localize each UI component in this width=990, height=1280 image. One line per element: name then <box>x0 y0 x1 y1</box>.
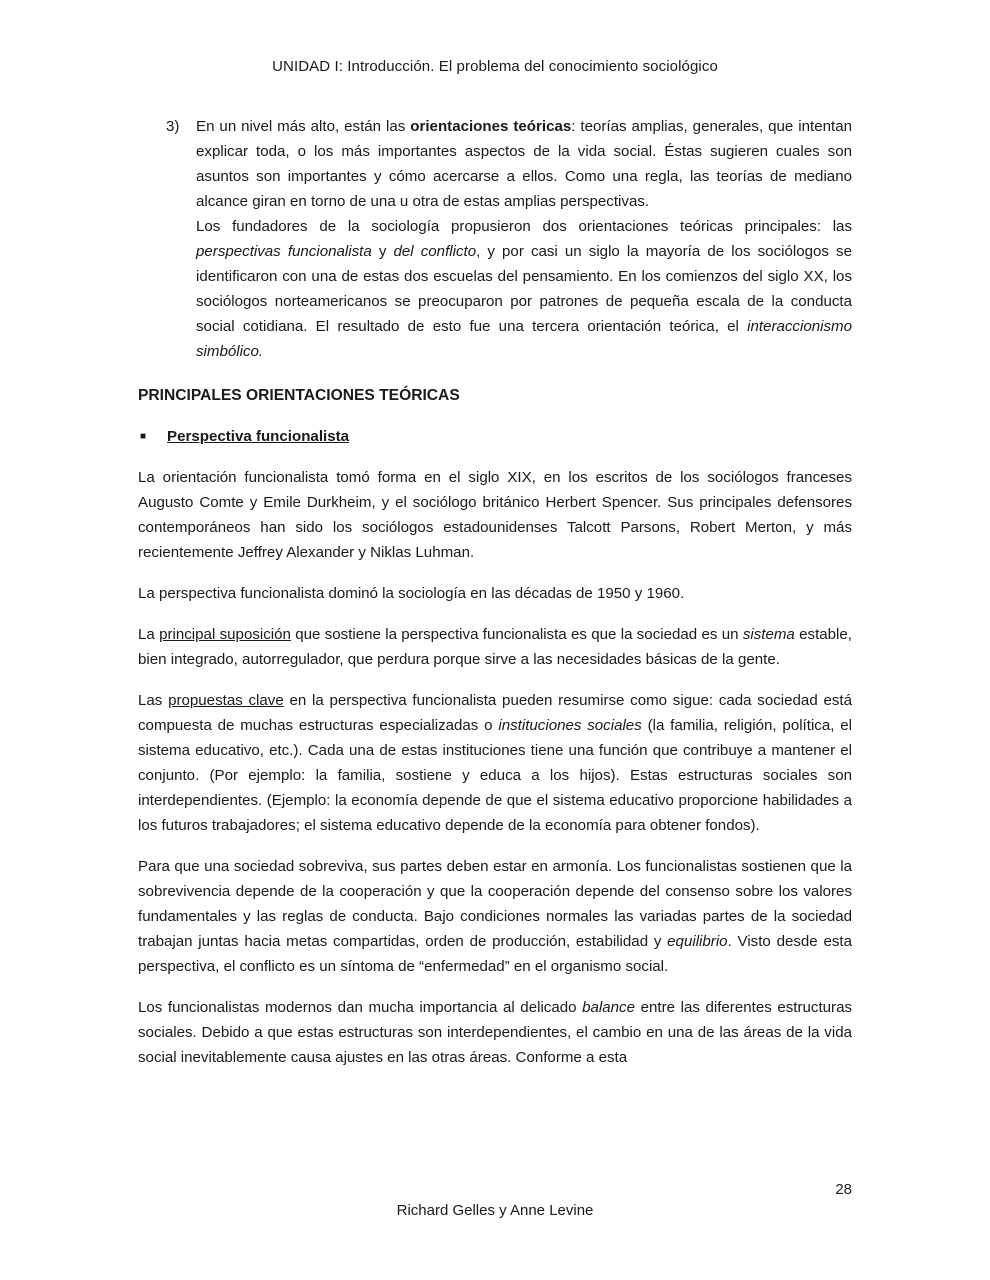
underlined-term: principal suposición <box>159 626 291 643</box>
italic-term: sistema <box>742 626 795 643</box>
page-footer: Richard Gelles y Anne Levine <box>396 1202 594 1219</box>
paragraph: Los funcionalistas modernos dan mucha importancia al delicado balance entre las diferentes estructuras sociales. Debido a que estas estructuras son interdependientes, el cambio en una de las áreas de la vida social inevitablemente causa ajustes en las otras áreas. Conforme a esta <box>138 999 853 1066</box>
page-header: UNIDAD I: Introducción. El problema del conocimiento sociológico <box>272 58 718 75</box>
page-number: 28 <box>835 1181 852 1198</box>
subheading-title: Perspectiva funcionalista <box>167 428 350 445</box>
paragraph: La principal suposición que sostiene la perspectiva funcionalista es que la sociedad es un sistema estable, bien integrado, autorregulador, que perdura porque sirve a las necesidades básicas de la gente. <box>138 626 852 668</box>
section-heading: PRINCIPALES ORIENTACIONES TEÓRICAS <box>138 387 460 404</box>
paragraph: Las propuestas clave en la perspectiva funcionalista pueden resumirse como sigue: cada sociedad está compuesta de muchas estructuras especializadas o instituciones sociales (la familia, religión, política, el sistema educativo, etc.). Cada una de estas instituciones tiene una función que contribuye a mantener el conjunto. (Por ejemplo: la familia, sostiene y educa a los hijos). Estas estructuras sociales son interdependientes. (Ejemplo: la economía depende de que el sistema educativo proporcione habilidades a los futuros trabajadores; el sistema educativo depende de la economía para obtener fondos). <box>138 692 852 834</box>
italic-term: perspectivas funcionalista <box>196 243 372 260</box>
numbered-list-item <box>138 114 852 364</box>
list-number: 3) <box>166 118 180 135</box>
italic-term: instituciones sociales <box>498 717 642 734</box>
paragraph: La perspectiva funcionalista dominó la sociología en las décadas de 1950 y 1960. <box>138 585 685 602</box>
bullet-subheading <box>138 424 852 449</box>
italic-term: balance <box>582 999 635 1016</box>
italic-term: interaccionismo simbólico. <box>196 318 852 360</box>
paragraph: Para que una sociedad sobreviva, sus partes deben estar en armonía. Los funcionalistas sostienen que la sobrevivencia depende de la cooperación y que la cooperación depende del consenso sobre los valores fundamentales y las reglas de conducta. Bajo condiciones normales las variadas partes de la sociedad trabajan juntas hacia metas compartidas, orden de producción, estabilidad y equilibrio. Visto desde esta perspectiva, el conflicto es un síntoma de “enfermedad” en el organismo social. <box>138 858 852 975</box>
bold-term: orientaciones teóricas <box>410 118 572 135</box>
underlined-term: propuestas clave <box>168 692 284 709</box>
paragraph: La orientación funcionalista tomó forma en el siglo XIX, en los escritos de los sociólogos franceses Augusto Comte y Emile Durkheim, y el sociólogo británico Herbert Spencer. Sus principales defensores contemporáneos han sido los sociólogos estadounidenses Talcott Parsons, Robert Merton, y más recientemente Jeffrey Alexander y Niklas Luhman. <box>138 469 852 561</box>
list-item-paragraph-2: Los fundadores de la sociología propusieron dos orientaciones teóricas principales: las perspectivas funcionalista y del conflicto, y por casi un siglo la mayoría de los sociólogos se identificaron con una de estas dos escuelas del pensamiento. En los comienzos del siglo XX, los sociólogos norteamericanos se preocuparon por patrones de pequeña escala de la conducta social cotidiana. El resultado de esto fue una tercera orientación teórica, el interaccionismo simbólico. <box>196 218 852 360</box>
list-item-paragraph-1: En un nivel más alto, están las orientaciones teóricas: teorías amplias, generales, que intentan explicar toda, o los más importantes aspectos de la vida social. Éstas sugieren cuales son asuntos son importantes y cómo acercarse a ellos. Como una regla, las teorías de mediano alcance giran en torno de una u otra de estas amplias perspectivas. <box>196 118 852 210</box>
italic-term: equilibrio <box>667 933 728 950</box>
italic-term: del conflicto <box>393 243 477 260</box>
square-bullet-icon: ■ <box>140 431 147 442</box>
page-content <box>138 114 852 1070</box>
